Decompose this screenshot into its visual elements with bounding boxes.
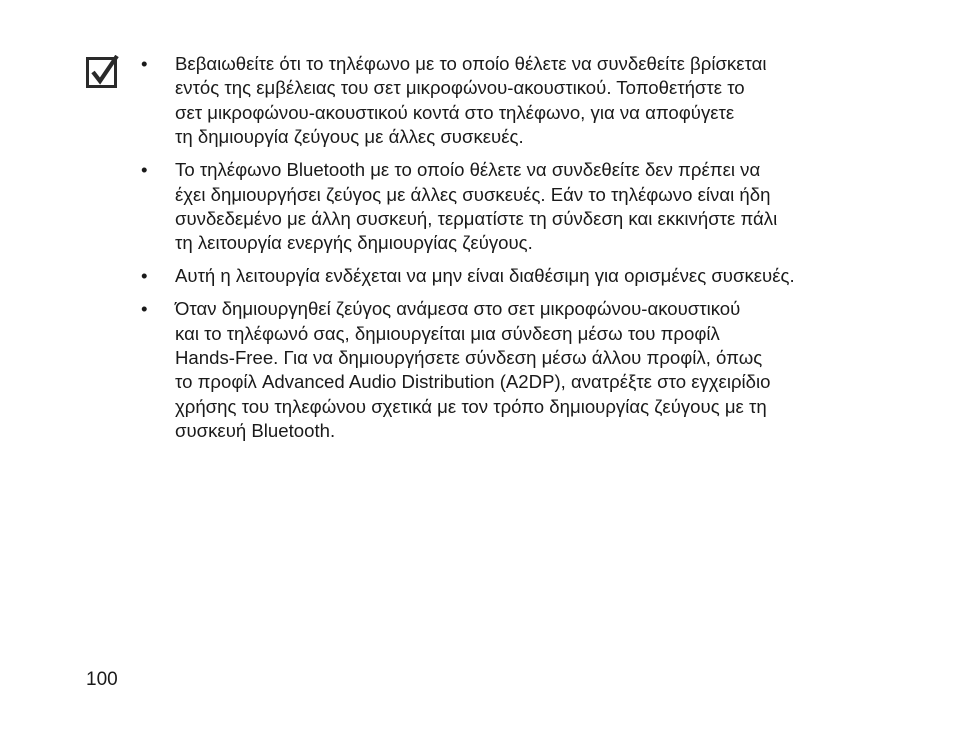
note-item-3 [141,264,881,288]
note-line: σετ μικροφώνου-ακουστικού κοντά στο τηλέφωνο, για να αποφύγετε [175,101,735,123]
note-line: και το τηλέφωνό σας, δημιουργείται μια σύνδεση μέσω του προφίλ [175,322,720,344]
bullet: • [141,265,148,287]
note-line: εντός της εμβέλειας του σετ μικροφώνου-ακουστικού. Τοποθετήστε το [175,77,745,99]
bullet: • [141,298,148,320]
note-line: συσκευή Bluetooth. [175,420,336,442]
note-line: Βεβαιωθείτε ότι το τηλέφωνο με το οποίο θέλετε να συνδεθείτε βρίσκεται [175,53,767,74]
note-item-2 [141,158,881,256]
bullet: • [141,53,148,74]
bullet: • [141,159,148,181]
note-line: συνδεδεμένο με άλλη συσκευή, τερματίστε τη σύνδεση και εκκινήστε πάλι [175,207,778,229]
page-number: 100 [86,669,118,690]
note-line: Το τηλέφωνο Bluetooth με το οποίο θέλετε να συνδεθείτε δεν πρέπει να [175,159,761,181]
note-line: τη δημιουργία ζεύγους με άλλες συσκευές. [175,126,524,148]
note-line: το προφίλ Advanced Audio Distribution (A2DP), ανατρέξτε στο εγχειρίδιο [175,371,771,393]
note-item-1 [141,52,881,150]
note-line: χρήσης του τηλεφώνου σχετικά με τον τρόπο δημιουργίας ζεύγους με τη [175,395,767,417]
note-line: τη λειτουργία ενεργής δημιουργίας ζεύγους. [175,232,533,254]
note-line: έχει δημιουργήσει ζεύγος με άλλες συσκευές. Εάν το τηλέφωνο είναι ήδη [175,183,771,205]
note-item-4 [141,297,881,443]
note-line: Όταν δημιουργηθεί ζεύγος ανάμεσα στο σετ μικροφώνου-ακουστικού [175,298,741,320]
notes-list [141,52,881,452]
note-line: Hands-Free. Για να δημιουργήσετε σύνδεση μέσω άλλου προφίλ, όπως [175,346,763,368]
note-line: Αυτή η λειτουργία ενδέχεται να μην είναι διαθέσιμη για ορισμένες συσκευές. [175,265,795,287]
checkbox-check-icon [86,55,120,89]
